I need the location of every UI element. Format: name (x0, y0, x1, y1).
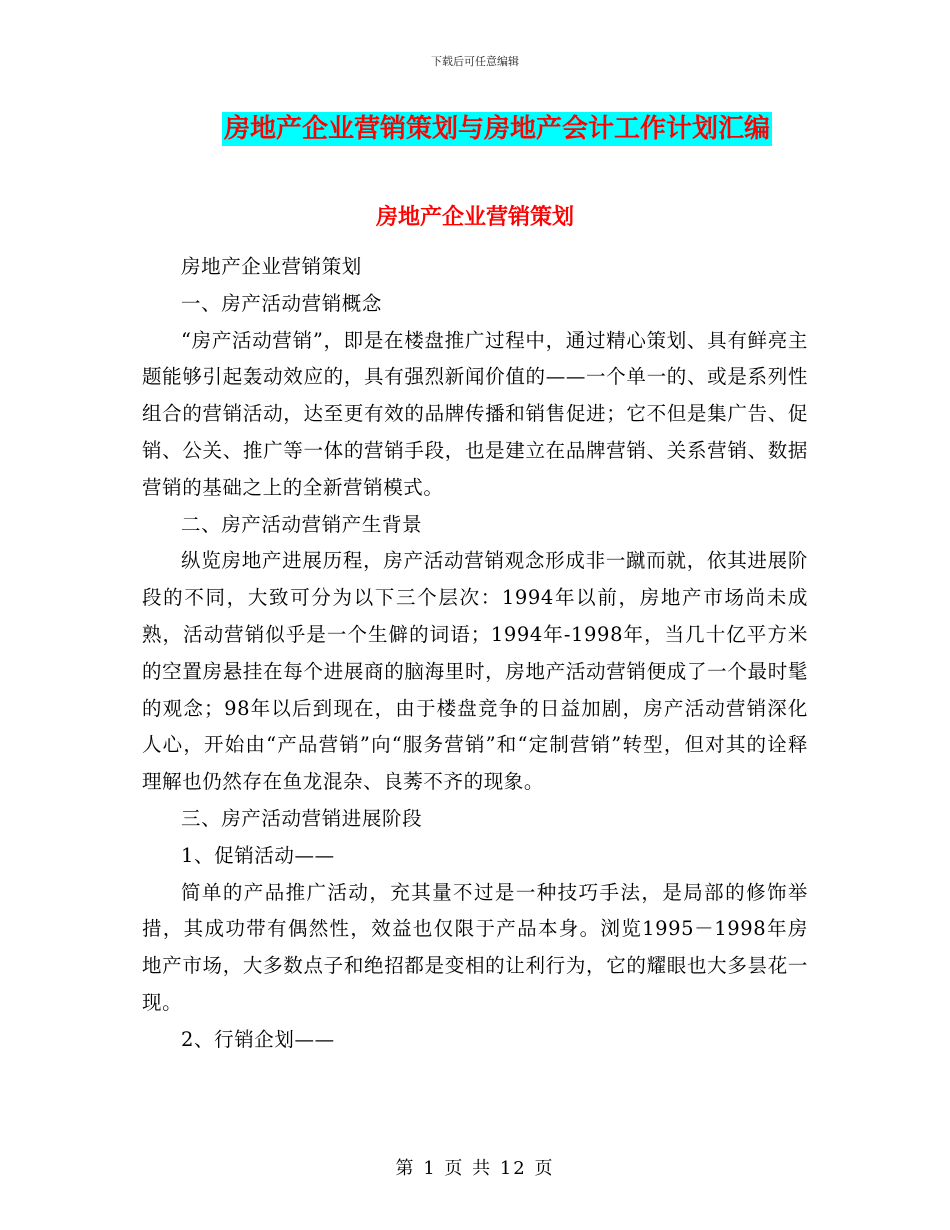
paragraph: 三、房产活动营销进展阶段 (181, 806, 423, 830)
main-title-text: 房地产企业营销策划与房地产会计工作计划汇编 (223, 114, 770, 144)
paragraph: 纵览房地产进展历程，房产活动营销观念形成非一蹴而就，依其进展阶段的不同，大致可分为以下三个层次：1994年以前，房地产市场尚未成熟，活动营销似乎是一个生僻的词语；1994年-1998年，当几十亿平方米的空置房悬挂在每个进展商的脑海里时，房地产活动营销便成了一个最时髦的观念；98年以后到现在，由于楼盘竞争的日益加剧，房产活动营销深化人心，开始由“产品营销”向“服务营销”和“定制营销”转型，但对其的诠释理解也仍然存在鱼龙混杂、良莠不齐的现象。 (142, 549, 808, 794)
paragraph: 房地产企业营销策划 (181, 255, 362, 278)
page-footer: 第 1 页 共 12 页 (395, 1158, 555, 1179)
paragraph: 1、促销活动—— (181, 843, 335, 867)
paragraph: 简单的产品推广活动，充其量不过是一种技巧手法，是局部的修饰举措，其成功带有偶然性，效益也仅限于产品本身。浏览1995－1998年房地产市场，大多数点子和绝招都是变相的让利行为，它的耀眼也大多昙花一现。 (142, 880, 808, 1014)
section-title: 房地产企业营销策划 (375, 204, 574, 230)
header-note: 下载后可任意编辑 (431, 55, 519, 68)
paragraph: 2、行销企划—— (181, 1027, 335, 1051)
main-title (0, 110, 950, 148)
paragraph: 一、房产活动营销概念 (181, 291, 383, 315)
paragraph: 二、房产活动营销产生背景 (181, 512, 423, 536)
document-body (142, 249, 808, 1059)
paragraph: “房产活动营销”，即是在楼盘推广过程中，通过精心策划、具有鲜亮主题能够引起轰动效应的，具有强烈新闻价值的——一个单一的、或是系列性组合的营销活动，达至更有效的品牌传播和销售促进；它不但是集广告、促销、公关、推广等一体的营销手段，也是建立在品牌营销、关系营销、数据营销的基础之上的全新营销模式。 (142, 328, 808, 499)
